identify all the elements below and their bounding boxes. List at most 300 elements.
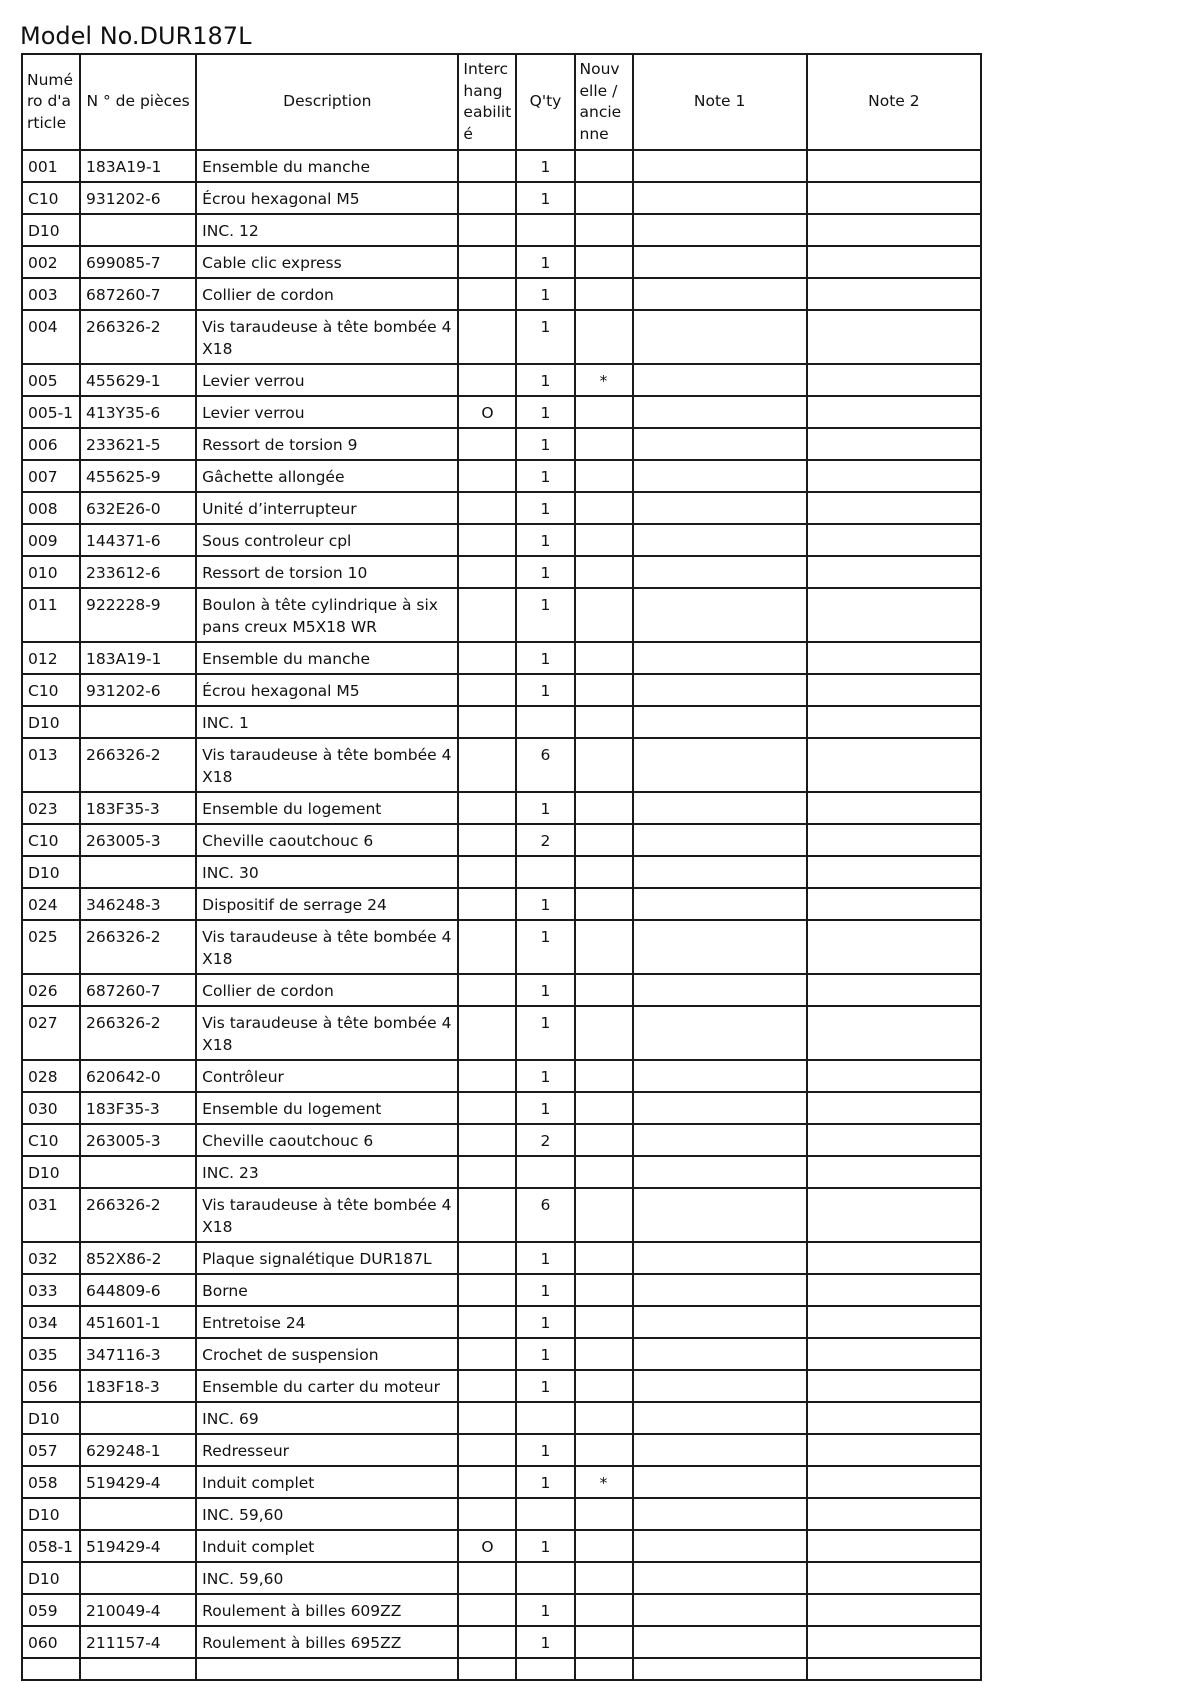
interchangeability-cell xyxy=(458,150,516,182)
note-1-cell xyxy=(633,492,807,524)
quantity-cell: 1 xyxy=(516,428,574,460)
note-2-cell xyxy=(807,792,981,824)
table-row xyxy=(22,492,981,524)
table-row xyxy=(22,974,981,1006)
quantity-cell: 1 xyxy=(516,1594,574,1626)
table-row xyxy=(22,1562,981,1594)
interchangeability-cell xyxy=(458,310,516,364)
new-old-cell xyxy=(575,492,633,524)
part-number-cell: 233621-5 xyxy=(80,428,196,460)
note-1-cell xyxy=(633,856,807,888)
new-old-cell xyxy=(575,1434,633,1466)
quantity-cell: 1 xyxy=(516,888,574,920)
description-cell: Roulement à billes 609ZZ xyxy=(196,1594,458,1626)
quantity-cell: 1 xyxy=(516,1006,574,1060)
description-cell: Ressort de torsion 9 xyxy=(196,428,458,460)
note-2-cell xyxy=(807,214,981,246)
description-cell: Induit complet xyxy=(196,1466,458,1498)
part-number-cell: 687260-7 xyxy=(80,974,196,1006)
part-number-cell: 455629-1 xyxy=(80,364,196,396)
new-old-cell xyxy=(575,738,633,792)
header-note-1: Note 1 xyxy=(633,54,807,150)
item-number-cell: D10 xyxy=(22,214,80,246)
interchangeability-cell xyxy=(458,1092,516,1124)
interchangeability-cell xyxy=(458,1306,516,1338)
item-number-cell: 025 xyxy=(22,920,80,974)
new-old-cell xyxy=(575,824,633,856)
part-number-cell: 263005-3 xyxy=(80,1124,196,1156)
description-cell: Boulon à tête cylindrique à six pans creux M5X18 WR xyxy=(196,588,458,642)
quantity-cell: 1 xyxy=(516,1530,574,1562)
new-old-cell xyxy=(575,974,633,1006)
description-cell: Gâchette allongée xyxy=(196,460,458,492)
part-number-cell: 644809-6 xyxy=(80,1274,196,1306)
new-old-cell xyxy=(575,1370,633,1402)
note-2-cell xyxy=(807,824,981,856)
quantity-cell: 1 xyxy=(516,310,574,364)
quantity-cell: 1 xyxy=(516,150,574,182)
item-number-cell: C10 xyxy=(22,1124,80,1156)
note-1-cell xyxy=(633,1156,807,1188)
item-number-cell: D10 xyxy=(22,706,80,738)
description-cell: Redresseur xyxy=(196,1434,458,1466)
quantity-cell: 1 xyxy=(516,792,574,824)
note-1-cell xyxy=(633,364,807,396)
note-1-cell xyxy=(633,1242,807,1274)
item-number-cell: D10 xyxy=(22,1498,80,1530)
quantity-cell xyxy=(516,1562,574,1594)
note-2-cell xyxy=(807,1562,981,1594)
note-1-cell xyxy=(633,1274,807,1306)
description-cell: Borne xyxy=(196,1274,458,1306)
part-number-cell: 632E26-0 xyxy=(80,492,196,524)
quantity-cell: 1 xyxy=(516,278,574,310)
interchangeability-cell xyxy=(458,428,516,460)
part-number-cell xyxy=(80,706,196,738)
note-1-cell xyxy=(633,920,807,974)
interchangeability-cell xyxy=(458,246,516,278)
interchangeability-cell xyxy=(458,738,516,792)
table-row xyxy=(22,1306,981,1338)
part-number-cell: 183A19-1 xyxy=(80,150,196,182)
item-number-cell: 057 xyxy=(22,1434,80,1466)
interchangeability-cell xyxy=(458,1466,516,1498)
interchangeability-cell xyxy=(458,1402,516,1434)
part-number-cell: 922228-9 xyxy=(80,588,196,642)
item-number-cell: 056 xyxy=(22,1370,80,1402)
new-old-cell xyxy=(575,1306,633,1338)
new-old-cell xyxy=(575,588,633,642)
table-row xyxy=(22,1402,981,1434)
table-body xyxy=(22,150,981,1680)
new-old-cell xyxy=(575,642,633,674)
item-number-cell: D10 xyxy=(22,1562,80,1594)
description-cell: Cheville caoutchouc 6 xyxy=(196,824,458,856)
quantity-cell: 1 xyxy=(516,556,574,588)
page-title: Model No.DUR187L xyxy=(20,22,252,50)
new-old-cell xyxy=(575,182,633,214)
note-2-cell xyxy=(807,674,981,706)
description-cell: Vis taraudeuse à tête bombée 4X18 xyxy=(196,738,458,792)
part-number-cell: 699085-7 xyxy=(80,246,196,278)
interchangeability-cell xyxy=(458,642,516,674)
quantity-cell: 1 xyxy=(516,396,574,428)
note-2-cell xyxy=(807,856,981,888)
new-old-cell xyxy=(575,150,633,182)
note-2-cell xyxy=(807,920,981,974)
description-cell: Ensemble du manche xyxy=(196,150,458,182)
table-row xyxy=(22,214,981,246)
table-row xyxy=(22,588,981,642)
interchangeability-cell xyxy=(458,1242,516,1274)
part-number-cell xyxy=(80,1498,196,1530)
new-old-cell xyxy=(575,246,633,278)
part-number-cell xyxy=(80,1658,196,1680)
note-2-cell xyxy=(807,1370,981,1402)
note-2-cell xyxy=(807,1274,981,1306)
note-1-cell xyxy=(633,1658,807,1680)
description-cell: Écrou hexagonal M5 xyxy=(196,182,458,214)
part-number-cell xyxy=(80,1562,196,1594)
quantity-cell: 1 xyxy=(516,1434,574,1466)
new-old-cell: * xyxy=(575,1466,633,1498)
new-old-cell xyxy=(575,888,633,920)
note-1-cell xyxy=(633,396,807,428)
note-1-cell xyxy=(633,524,807,556)
part-number-cell: 451601-1 xyxy=(80,1306,196,1338)
item-number-cell: 024 xyxy=(22,888,80,920)
item-number-cell: 013 xyxy=(22,738,80,792)
new-old-cell xyxy=(575,674,633,706)
part-number-cell: 687260-7 xyxy=(80,278,196,310)
header-item-number: Numé ro d'a rticle xyxy=(22,54,80,150)
quantity-cell: 1 xyxy=(516,1306,574,1338)
new-old-cell xyxy=(575,1274,633,1306)
note-2-cell xyxy=(807,492,981,524)
item-number-cell: D10 xyxy=(22,1402,80,1434)
table-row xyxy=(22,1156,981,1188)
description-cell: INC. 59,60 xyxy=(196,1562,458,1594)
parts-table xyxy=(21,53,982,1681)
interchangeability-cell xyxy=(458,1434,516,1466)
table-row xyxy=(22,524,981,556)
table-row xyxy=(22,738,981,792)
note-2-cell xyxy=(807,1156,981,1188)
interchangeability-cell xyxy=(458,706,516,738)
note-2-cell xyxy=(807,1338,981,1370)
note-2-cell xyxy=(807,556,981,588)
part-number-cell: 620642-0 xyxy=(80,1060,196,1092)
table-row xyxy=(22,642,981,674)
quantity-cell: 6 xyxy=(516,1188,574,1242)
new-old-cell: * xyxy=(575,364,633,396)
part-number-cell: 346248-3 xyxy=(80,888,196,920)
note-2-cell xyxy=(807,706,981,738)
new-old-cell xyxy=(575,1658,633,1680)
interchangeability-cell xyxy=(458,1006,516,1060)
description-cell: Vis taraudeuse à tête bombée 4X18 xyxy=(196,1188,458,1242)
note-1-cell xyxy=(633,182,807,214)
description-cell: Ensemble du carter du moteur xyxy=(196,1370,458,1402)
description-cell: INC. 59,60 xyxy=(196,1498,458,1530)
item-number-cell: 032 xyxy=(22,1242,80,1274)
part-number-cell: 183F35-3 xyxy=(80,1092,196,1124)
note-1-cell xyxy=(633,1006,807,1060)
quantity-cell xyxy=(516,706,574,738)
interchangeability-cell xyxy=(458,1370,516,1402)
new-old-cell xyxy=(575,396,633,428)
note-2-cell xyxy=(807,246,981,278)
quantity-cell: 1 xyxy=(516,246,574,278)
note-2-cell xyxy=(807,1434,981,1466)
interchangeability-cell xyxy=(458,588,516,642)
description-cell: Ensemble du logement xyxy=(196,1092,458,1124)
description-cell: Vis taraudeuse à tête bombée 4X18 xyxy=(196,1006,458,1060)
item-number-cell: 030 xyxy=(22,1092,80,1124)
note-2-cell xyxy=(807,1006,981,1060)
note-1-cell xyxy=(633,1060,807,1092)
description-cell: Unité d’interrupteur xyxy=(196,492,458,524)
quantity-cell xyxy=(516,856,574,888)
quantity-cell: 1 xyxy=(516,1626,574,1658)
note-2-cell xyxy=(807,460,981,492)
quantity-cell: 1 xyxy=(516,674,574,706)
item-number-cell: C10 xyxy=(22,674,80,706)
part-number-cell: 263005-3 xyxy=(80,824,196,856)
new-old-cell xyxy=(575,1124,633,1156)
part-number-cell: 629248-1 xyxy=(80,1434,196,1466)
new-old-cell xyxy=(575,1594,633,1626)
part-number-cell: 347116-3 xyxy=(80,1338,196,1370)
part-number-cell: 413Y35-6 xyxy=(80,396,196,428)
new-old-cell xyxy=(575,524,633,556)
item-number-cell: C10 xyxy=(22,824,80,856)
new-old-cell xyxy=(575,1338,633,1370)
table-row xyxy=(22,310,981,364)
item-number-cell: 026 xyxy=(22,974,80,1006)
interchangeability-cell xyxy=(458,1060,516,1092)
item-number-cell: C10 xyxy=(22,182,80,214)
item-number-cell: 028 xyxy=(22,1060,80,1092)
part-number-cell: 266326-2 xyxy=(80,1188,196,1242)
part-number-cell: 519429-4 xyxy=(80,1530,196,1562)
new-old-cell xyxy=(575,460,633,492)
item-number-cell: 059 xyxy=(22,1594,80,1626)
note-1-cell xyxy=(633,246,807,278)
note-1-cell xyxy=(633,1188,807,1242)
interchangeability-cell xyxy=(458,792,516,824)
note-2-cell xyxy=(807,150,981,182)
table-row xyxy=(22,1188,981,1242)
description-cell: Ensemble du logement xyxy=(196,792,458,824)
new-old-cell xyxy=(575,1060,633,1092)
quantity-cell: 2 xyxy=(516,824,574,856)
quantity-cell xyxy=(516,1498,574,1530)
new-old-cell xyxy=(575,920,633,974)
quantity-cell xyxy=(516,1402,574,1434)
new-old-cell xyxy=(575,1242,633,1274)
note-1-cell xyxy=(633,1338,807,1370)
new-old-cell xyxy=(575,428,633,460)
interchangeability-cell xyxy=(458,460,516,492)
quantity-cell: 1 xyxy=(516,1370,574,1402)
note-2-cell xyxy=(807,182,981,214)
note-1-cell xyxy=(633,974,807,1006)
table-row xyxy=(22,1338,981,1370)
new-old-cell xyxy=(575,706,633,738)
header-new-old: Nouv elle / ancie nne xyxy=(575,54,633,150)
note-2-cell xyxy=(807,1242,981,1274)
description-cell: Vis taraudeuse à tête bombée 4X18 xyxy=(196,310,458,364)
item-number-cell: 035 xyxy=(22,1338,80,1370)
table-row xyxy=(22,1498,981,1530)
note-2-cell xyxy=(807,364,981,396)
interchangeability-cell xyxy=(458,556,516,588)
interchangeability-cell xyxy=(458,888,516,920)
item-number-cell: 004 xyxy=(22,310,80,364)
description-cell: Cheville caoutchouc 6 xyxy=(196,1124,458,1156)
note-2-cell xyxy=(807,974,981,1006)
table-row xyxy=(22,1594,981,1626)
item-number-cell: D10 xyxy=(22,856,80,888)
item-number-cell: 033 xyxy=(22,1274,80,1306)
table-row xyxy=(22,1626,981,1658)
note-2-cell xyxy=(807,278,981,310)
part-number-cell: 931202-6 xyxy=(80,674,196,706)
quantity-cell: 1 xyxy=(516,460,574,492)
interchangeability-cell xyxy=(458,856,516,888)
item-number-cell: 006 xyxy=(22,428,80,460)
new-old-cell xyxy=(575,310,633,364)
part-number-cell: 931202-6 xyxy=(80,182,196,214)
quantity-cell: 1 xyxy=(516,642,574,674)
item-number-cell xyxy=(22,1658,80,1680)
item-number-cell: 058 xyxy=(22,1466,80,1498)
note-1-cell xyxy=(633,674,807,706)
interchangeability-cell xyxy=(458,1156,516,1188)
quantity-cell: 1 xyxy=(516,364,574,396)
description-cell: INC. 1 xyxy=(196,706,458,738)
note-1-cell xyxy=(633,150,807,182)
interchangeability-cell xyxy=(458,824,516,856)
note-1-cell xyxy=(633,888,807,920)
note-1-cell xyxy=(633,738,807,792)
table-row xyxy=(22,1466,981,1498)
item-number-cell: 027 xyxy=(22,1006,80,1060)
description-cell: Collier de cordon xyxy=(196,974,458,1006)
interchangeability-cell xyxy=(458,524,516,556)
table-row xyxy=(22,1242,981,1274)
table-row xyxy=(22,364,981,396)
part-number-cell: 266326-2 xyxy=(80,920,196,974)
item-number-cell: 009 xyxy=(22,524,80,556)
note-1-cell xyxy=(633,1530,807,1562)
interchangeability-cell xyxy=(458,492,516,524)
new-old-cell xyxy=(575,792,633,824)
new-old-cell xyxy=(575,1156,633,1188)
header-quantity: Q'ty xyxy=(516,54,574,150)
note-1-cell xyxy=(633,792,807,824)
note-1-cell xyxy=(633,1466,807,1498)
note-2-cell xyxy=(807,1092,981,1124)
note-2-cell xyxy=(807,1060,981,1092)
note-1-cell xyxy=(633,214,807,246)
table-row xyxy=(22,1434,981,1466)
table-row xyxy=(22,150,981,182)
description-cell: Vis taraudeuse à tête bombée 4X18 xyxy=(196,920,458,974)
part-number-cell: 183A19-1 xyxy=(80,642,196,674)
interchangeability-cell: O xyxy=(458,396,516,428)
description-cell: INC. 69 xyxy=(196,1402,458,1434)
item-number-cell: 060 xyxy=(22,1626,80,1658)
quantity-cell: 6 xyxy=(516,738,574,792)
table-row xyxy=(22,1658,981,1680)
new-old-cell xyxy=(575,278,633,310)
table-row xyxy=(22,1060,981,1092)
note-1-cell xyxy=(633,1626,807,1658)
table-row xyxy=(22,428,981,460)
description-cell: Crochet de suspension xyxy=(196,1338,458,1370)
table-row xyxy=(22,674,981,706)
interchangeability-cell xyxy=(458,1658,516,1680)
interchangeability-cell: O xyxy=(458,1530,516,1562)
item-number-cell: 031 xyxy=(22,1188,80,1242)
interchangeability-cell xyxy=(458,1498,516,1530)
note-1-cell xyxy=(633,1594,807,1626)
description-cell: Écrou hexagonal M5 xyxy=(196,674,458,706)
note-1-cell xyxy=(633,1370,807,1402)
note-2-cell xyxy=(807,428,981,460)
quantity-cell: 1 xyxy=(516,974,574,1006)
part-number-cell: 183F18-3 xyxy=(80,1370,196,1402)
header-part-number: N ° de pièces xyxy=(80,54,196,150)
note-2-cell xyxy=(807,642,981,674)
interchangeability-cell xyxy=(458,1188,516,1242)
part-number-cell xyxy=(80,214,196,246)
table-row xyxy=(22,556,981,588)
interchangeability-cell xyxy=(458,214,516,246)
table-row xyxy=(22,1006,981,1060)
note-2-cell xyxy=(807,396,981,428)
table-row xyxy=(22,792,981,824)
interchangeability-cell xyxy=(458,1562,516,1594)
description-cell: Collier de cordon xyxy=(196,278,458,310)
new-old-cell xyxy=(575,856,633,888)
part-number-cell: 852X86-2 xyxy=(80,1242,196,1274)
note-2-cell xyxy=(807,888,981,920)
header-row xyxy=(22,54,981,150)
description-cell: Ressort de torsion 10 xyxy=(196,556,458,588)
part-number-cell: 266326-2 xyxy=(80,738,196,792)
quantity-cell: 1 xyxy=(516,1338,574,1370)
note-1-cell xyxy=(633,588,807,642)
note-1-cell xyxy=(633,278,807,310)
part-number-cell: 144371-6 xyxy=(80,524,196,556)
note-2-cell xyxy=(807,524,981,556)
new-old-cell xyxy=(575,214,633,246)
part-number-cell: 266326-2 xyxy=(80,310,196,364)
note-1-cell xyxy=(633,642,807,674)
quantity-cell: 1 xyxy=(516,1466,574,1498)
item-number-cell: D10 xyxy=(22,1156,80,1188)
item-number-cell: 003 xyxy=(22,278,80,310)
table-row xyxy=(22,1274,981,1306)
quantity-cell: 2 xyxy=(516,1124,574,1156)
note-1-cell xyxy=(633,1562,807,1594)
note-2-cell xyxy=(807,1188,981,1242)
item-number-cell: 034 xyxy=(22,1306,80,1338)
header-interchangeability: Interc hang eabilit é xyxy=(458,54,516,150)
